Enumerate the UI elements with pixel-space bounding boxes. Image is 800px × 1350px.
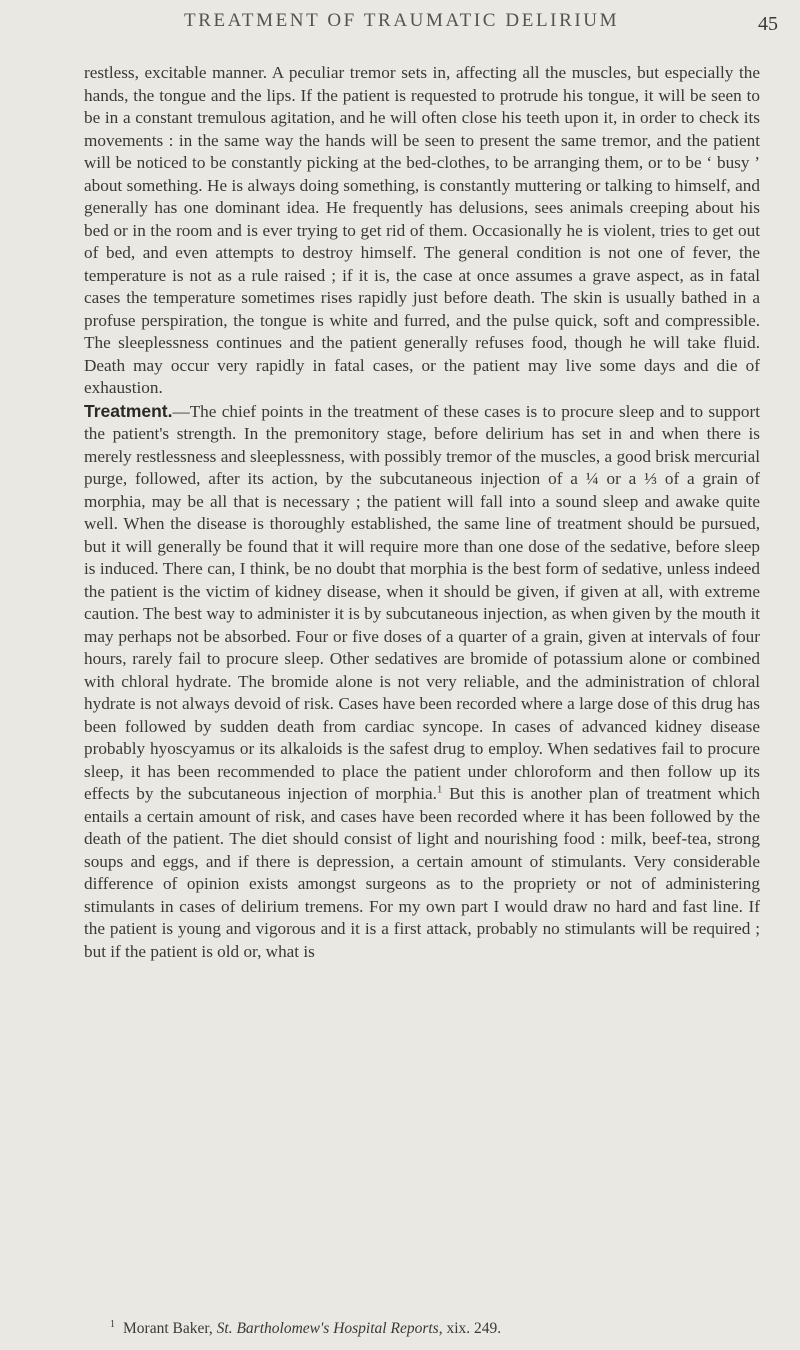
paragraph-treatment [84,400,760,964]
section-heading-treatment: Treatment. [84,400,173,421]
body-text [84,62,760,963]
footnote-reference-detail: , xix. 249. [438,1320,502,1337]
footnote [110,1320,770,1338]
footnote-journal: St. Bartholomew's Hospital Reports [216,1320,439,1337]
running-title: TREATMENT OF TRAUMATIC DELIRIUM [184,10,620,31]
treatment-text-part2: But this is another plan of treatment which entails a certain amount of risk, and cases have been recorded where it has been followed by the death of the patient. The diet should consist of light and nourishing food : milk, beef-tea, strong soups and eggs, and if there is depression, a certain amount of stimulants. Very considerable difference of opinion exists amongst surgeons as to the propriety or not of administering stimulants in cases of delirium tremens. For my own part I would draw no hard and fast line. If the patient is young and vigorous and it is a first attack, probably no stimulants will be required ; but if the patient is old or, what is [84,784,760,961]
footnote-reference: 1 [436,783,443,796]
treatment-text-part1: —The chief points in the treatment of these cases is to procure sleep and to support the patient's strength. In the premonitory stage, before delirium has set in and when there is merely restlessness and sleeplessness, with possibly tremor of the muscles, a good brisk mercurial purge, followed, after its action, by the subcutaneous injection of a ¼ or a ⅓ of a grain of morphia, may be all that is necessary ; the patient will fall into a sound sleep and awake quite well. When the disease is thoroughly established, the same line of treatment should be pursued, but it will generally be found that it will require more than one dose of the sedative, before sleep is induced. There can, I think, be no doubt that morphia is the best form of sedative, unless indeed the patient is the victim of kidney disease, when it should be given, if given at all, with extreme caution. The best way to administer it is by subcutaneous injection, as when given by the mouth it may perhaps not be absorbed. Four or five doses of a quarter of a grain, given at intervals of four hours, rarely fail to procure sleep. Other sedatives are bromide of potassium alone or combined with chloral hydrate. The bromide alone is not very reliable, and the administration of chloral hydrate is not always devoid of risk. Cases have been recorded where a large dose of this drug has been followed by sudden death from cardiac syncope. In cases of advanced kidney disease probably hyoscyamus or its alkaloids is the safest drug to employ. When sedatives fail to procure sleep, it has been recommended to place the patient under chloroform and then follow up its effects by the subcutaneous injection of morphia. [84,401,760,803]
page-number: 45 [758,13,778,35]
paragraph-symptoms: restless, excitable manner. A peculiar tremor sets in, affecting all the muscles, but especially the hands, the tongue and the lips. If the patient is requested to protrude his tongue, it will be seen to be in a constant tremulous agitation, and he will often close his teeth upon it, in order to check its movements : in the same way the hands will be seen to present the same tremor, and the patient will be noticed to be constantly picking at the bed-clothes, to be arranging them, or to be ‘ busy ’ about something. He is always doing something, is constantly muttering or talking to himself, and generally has one dominant idea. He frequently has delusions, sees animals creeping about his bed or in the room and is ever trying to get rid of them. Occasionally he is violent, tries to get out of bed, and even attempts to destroy himself. The general condition is not one of fever, the temperature is not as a rule raised ; if it is, the case at once assumes a grave aspect, as in fatal cases the temperature sometimes rises rapidly just before death. The skin is usually bathed in a profuse perspiration, the tongue is white and furred, and the pulse quick, soft and compressible. The sleeplessness continues and the patient generally refuses food, though he will take fluid. Death may occur very rapidly in fatal cases, or the patient may live some days and die of exhaustion. [84,63,760,397]
running-head [0,10,800,44]
footnote-marker: 1 [110,1318,115,1330]
footnote-author: Morant Baker, [123,1320,217,1337]
